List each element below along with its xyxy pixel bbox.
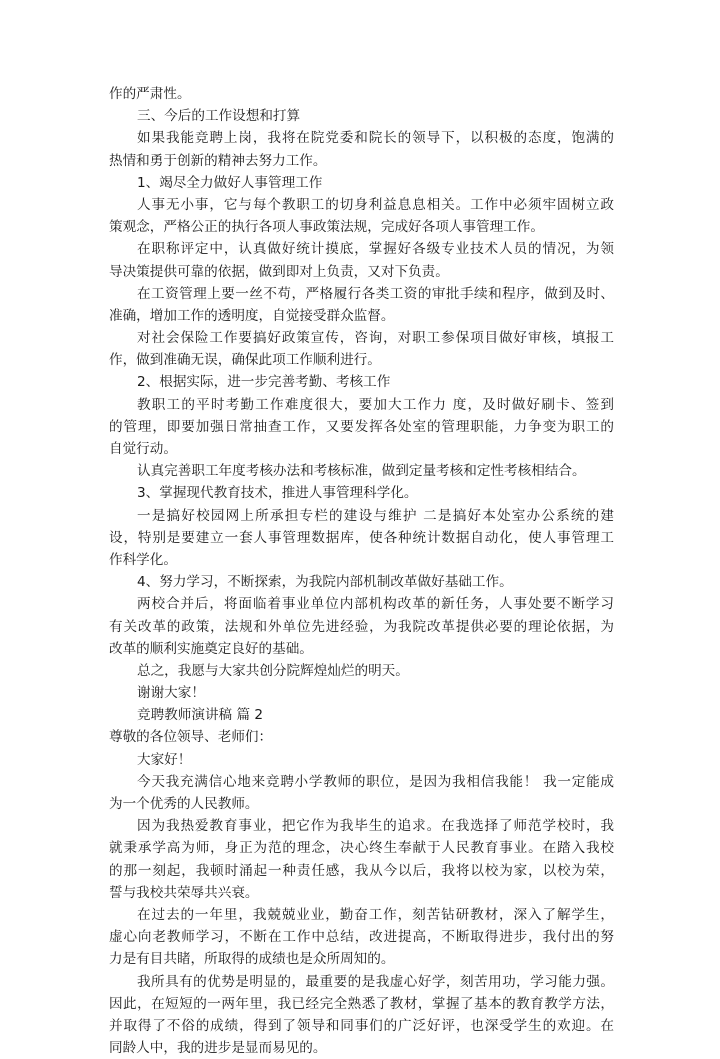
text-line: 在过去的一年里，我兢兢业业，勤奋工作，刻苦钻研教材，深入了解学生， xyxy=(137,906,614,923)
text-line: 改革的顺利实施奠定良好的基础。 xyxy=(109,640,313,657)
text-line: 如果我能竞聘上岗，我将在院党委和院长的领导下，以积极的态度，饱满的 xyxy=(137,130,614,147)
text-line: 认真完善职工年度考核办法和考核标准，做到定量考核和定性考核相结合。 xyxy=(137,463,586,480)
text-line: 设，特别是要建立一套人事管理数据库，使各种统计数据自动化，使人事管理工 xyxy=(109,529,614,546)
text-line: 同龄人中，我的进步是显而易见的。 xyxy=(109,1040,327,1057)
text-line: 两校合并后，将面临着事业单位内部机构改革的新任务，人事处要不断学习 xyxy=(137,596,614,613)
text-line: 因为我热爱教育事业，把它作为我毕生的追求。在我选择了师范学校时，我 xyxy=(137,818,614,835)
document-body xyxy=(109,83,614,1059)
text-line: 自觉行动。 xyxy=(109,441,177,457)
text-line: 的管理，即要加强日常抽查工作，又要发挥各处室的管理职能，力争变为职工的 xyxy=(109,418,614,435)
text-line: 导决策提供可靠的依据，做到即对上负责，又对下负责。 xyxy=(109,263,449,280)
text-line: 有关改革的政策，法规和外单位先进经验，为我院改革提供必要的理论依据，为 xyxy=(109,618,614,635)
text-line: 作的严肃性。 xyxy=(109,86,191,102)
text-line: 作科学化。 xyxy=(109,551,177,568)
text-line: 人事无小事，它与每个教职工的切身利益息息相关。工作中必须牢固树立政 xyxy=(137,196,614,213)
text-line: 我所具有的优势是明显的，最重要的是我虚心好学，刻苦用功，学习能力强。 xyxy=(137,973,614,990)
text-line: 三、今后的工作设想和打算 xyxy=(137,108,301,125)
text-line: 并取得了不俗的成绩，得到了领导和同事们的广泛好评，也深受学生的欢迎。在 xyxy=(109,1017,614,1034)
text-line: 1、竭尽全力做好人事管理工作 xyxy=(137,174,323,191)
text-line: 虚心向老教师学习，不断在工作中总结，改进提高，不断取得进步，我付出的努 xyxy=(109,929,614,946)
text-line: 谢谢大家！ xyxy=(137,685,205,702)
text-line: 大家好！ xyxy=(137,751,192,768)
text-line: 3、掌握现代教育技术，推进人事管理科学化。 xyxy=(137,485,418,502)
text-line: 就秉承学高为师，身正为范的理念，决心终生奉献于人民教育事业。在踏入我校 xyxy=(109,840,614,857)
text-line: 教职工的平时考勤工作难度很大，要加大工作力 度，及时做好刷卡、签到 xyxy=(137,396,614,413)
text-line: 今天我充满信心地来竞聘小学教师的职位，是因为我相信我能！ 我一定能成 xyxy=(137,773,614,790)
text-line: 对社会保险工作要搞好政策宣传，咨询，对职工参保项目做好审核，填报工 xyxy=(137,330,614,347)
text-line: 作，做到准确无误，确保此项工作顺利进行。 xyxy=(109,352,381,369)
text-line: 4、努力学习，不断探索，为我院内部机制改革做好基础工作。 xyxy=(137,574,513,591)
text-line: 热情和勇于创新的精神去努力工作。 xyxy=(109,152,327,169)
text-line: 在工资管理上要一丝不苟，严格履行各类工资的审批手续和程序，做到及时、 xyxy=(137,285,614,302)
text-line: 竞聘教师演讲稿 篇 2 xyxy=(137,707,264,724)
text-line: 策观念，严格公正的执行各项人事政策法规，完成好各项人事管理工作。 xyxy=(109,219,544,236)
text-line: 2、根据实际，进一步完善考勤、考核工作 xyxy=(137,374,391,391)
text-line: 总之，我愿与大家共创分院辉煌灿烂的明天。 xyxy=(137,662,409,679)
text-line: 力是有目共睹，所取得的成绩也是众所周知的。 xyxy=(109,951,395,968)
text-line: 一是搞好校园网上所承担专栏的建设与维护 二是搞好本处室办公系统的建 xyxy=(137,507,614,524)
text-line: 尊敬的各位领导、老师们： xyxy=(109,729,273,746)
text-line: 的那一刻起，我顿时涌起一种责任感，我从今以后，我将以校为家，以校为荣， xyxy=(109,862,614,879)
text-line: 因此，在短短的一两年里，我已经完全熟悉了教材，掌握了基本的教育教学方法， xyxy=(109,995,614,1012)
text-line: 准确，增加工作的透明度，自觉接受群众监督。 xyxy=(109,307,395,324)
text-line: 为一个优秀的人民教师。 xyxy=(109,796,259,812)
text-line: 在职称评定中，认真做好统计摸底，掌握好各级专业技术人员的情况，为领 xyxy=(137,241,614,258)
text-line: 誓与我校共荣辱共兴衰。 xyxy=(109,884,259,901)
